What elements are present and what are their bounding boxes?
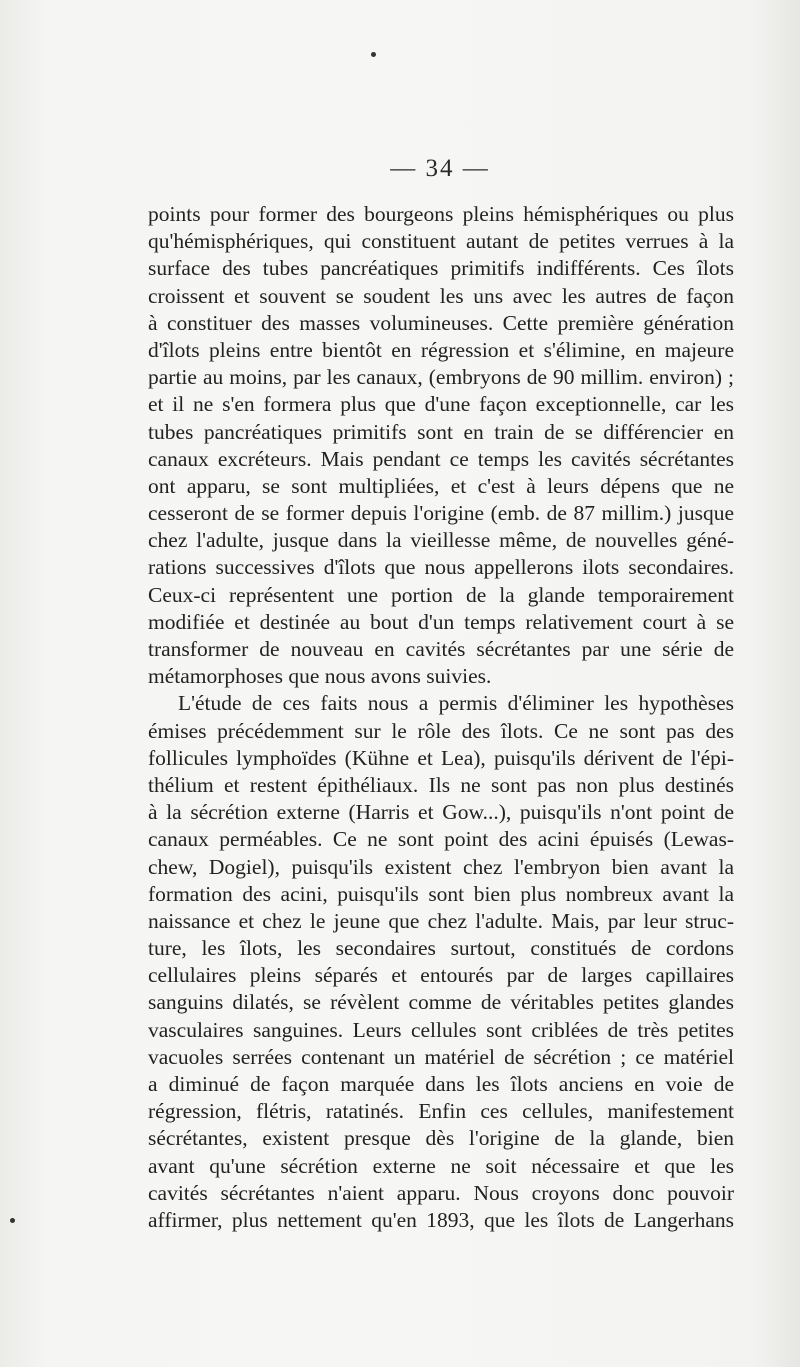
text-line: chew, Dogiel), puisqu'ils existent chez l'embryon bien avant la <box>148 854 734 879</box>
text-line: partie au moins, par les canaux, (embryons de 90 millim. environ) ; <box>148 365 734 390</box>
text-line: sécrétantes, existent presque dès l'origine de la glande, bien <box>148 1126 734 1151</box>
text-line: croissent et souvent se soudent les uns avec les autres de façon <box>148 283 734 308</box>
text-line: a diminué de façon marquée dans les îlots anciens en voie de <box>148 1072 734 1096</box>
text-line: d'îlots pleins entre bientôt en régression et s'élimine, en majeure <box>148 337 734 362</box>
text-line: surface des tubes pancréatiques primitifs indifférents. Ces îlots <box>148 256 734 281</box>
text-line: thélium et restent épithéliaux. Ils ne sont pas non plus destinés <box>148 772 734 797</box>
text-line: cesseront de se former depuis l'origine (emb. de 87 millim.) jusque <box>148 501 734 526</box>
text-line: affirmer, plus nettement qu'en 1893, que les îlots de Langerhans <box>148 1207 734 1232</box>
text-line: émises précédemment sur le rôle des îlots. Ce ne sont pas des <box>148 718 734 743</box>
paragraph-first-line: L'étude de ces faits nous a permis d'éliminer les hypothèses <box>178 691 734 716</box>
text-line: formation des acini, puisqu'ils sont bien plus nombreux avant la <box>148 881 734 906</box>
text-line: canaux perméables. Ce ne sont point des acini épuisés (Lewas- <box>148 827 734 852</box>
text-line: à constituer des masses volumineuses. Cette première génération <box>148 310 734 335</box>
ink-speck <box>371 52 376 57</box>
text-line: follicules lymphoïdes (Kühne et Lea), puisqu'ils dérivent de l'épi- <box>148 745 734 770</box>
text-line: canaux excréteurs. Mais pendant ce temps les cavités sécrétantes <box>148 446 734 471</box>
text-line: régression, flétris, ratatinés. Enfin ces cellules, manifestement <box>148 1099 734 1124</box>
text-line: à la sécrétion externe (Harris et Gow...), puisqu'ils n'ont point de <box>148 800 734 825</box>
text-line: points pour former des bourgeons pleins hémisphériques ou plus <box>148 202 734 226</box>
text-line: rations successives d'îlots que nous appellerons ilots secondaires. <box>148 555 734 580</box>
text-line: vacuoles serrées contenant un matériel de sécrétion ; ce matériel <box>148 1044 734 1069</box>
text-line: cavités sécrétantes n'aient apparu. Nous croyons donc pouvoir <box>148 1180 734 1205</box>
body-text <box>148 201 734 1234</box>
page-number: — 34 — <box>390 155 490 182</box>
text-line: métamorphoses que nous avons suivies. <box>148 664 492 689</box>
ink-speck <box>10 1218 15 1223</box>
text-line: modifiée et destinée au bout d'un temps relativement court à se <box>148 609 734 634</box>
text-line: chez l'adulte, jusque dans la vieillesse même, de nouvelles géné- <box>148 528 734 553</box>
text-line: qu'hémisphériques, qui constituent autant de petites verrues à la <box>148 229 734 254</box>
text-line: ture, les îlots, les secondaires surtout, constitués de cordons <box>148 936 734 961</box>
text-line: tubes pancréatiques primitifs sont en train de se différencier en <box>148 419 734 444</box>
text-line: cellulaires pleins séparés et entourés par de larges capillaires <box>148 963 734 988</box>
text-line: ont apparu, se sont multipliées, et c'est à leurs dépens que ne <box>148 473 734 498</box>
text-line: avant qu'une sécrétion externe ne soit nécessaire et que les <box>148 1153 734 1178</box>
text-line: et il ne s'en formera plus que d'une façon exceptionnelle, car les <box>148 392 734 417</box>
text-line: Ceux-ci représentent une portion de la glande temporairement <box>148 582 734 607</box>
text-line: vasculaires sanguines. Leurs cellules sont criblées de très petites <box>148 1017 734 1042</box>
text-line: transformer de nouveau en cavités sécrétantes par une série de <box>148 637 734 661</box>
text-line: naissance et chez le jeune que chez l'adulte. Mais, par leur struc- <box>148 908 734 933</box>
text-line: sanguins dilatés, se révèlent comme de véritables petites glandes <box>148 990 734 1015</box>
